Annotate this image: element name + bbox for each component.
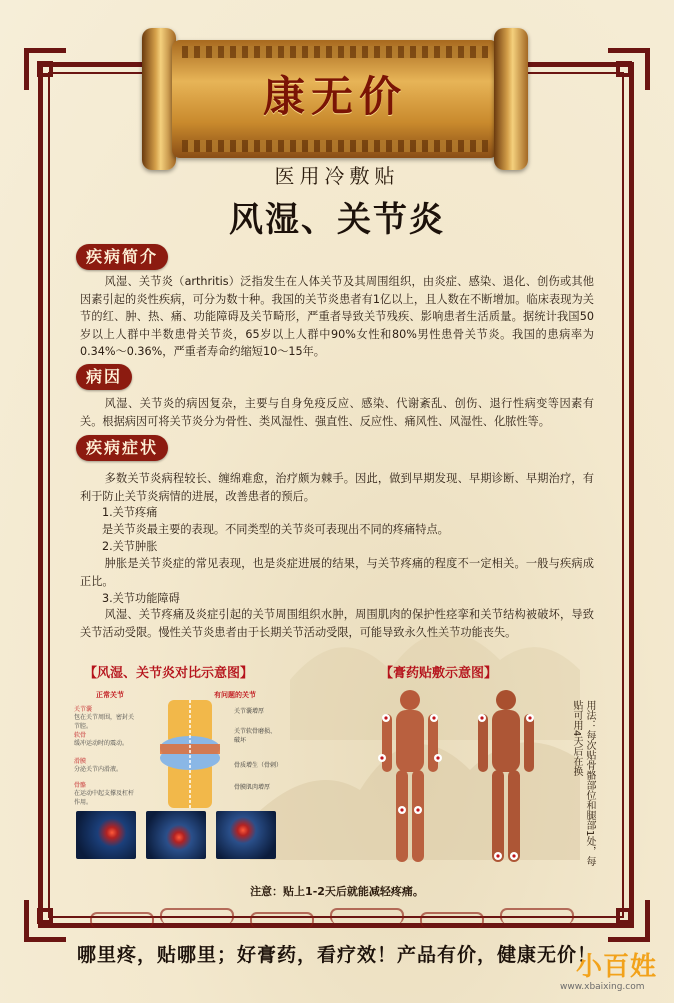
- joint-illustration: [150, 700, 230, 808]
- cloud-ornament: [90, 912, 154, 928]
- scroll-roll-left: [142, 28, 176, 170]
- tag-membrane-thick: 骨膜肌肉增厚: [234, 784, 271, 791]
- intro-paragraph: 风湿、关节炎（arthritis）泛指发生在人体关节及其周围组织，由炎症、感染、退化、创伤或其他因素引起的炎性疾病，可分为数十种。我国的关节炎患者有1亿以上，且人数在不断增加。临床表现为关节的红、肿、热、痛、功能障碍及关节畸形，严重者导致关节残疾、影响患者生活质量。据统计我国50岁以上人群中半数患骨关节炎，65岁以上人群中90%女性和80%男性患骨关节炎。我国的患病率为0.34%～0.36%，严重者寿命约缩短10～15年。: [80, 275, 594, 358]
- body-back-figure: [470, 688, 542, 866]
- product-subtitle: 医用冷敷贴: [274, 164, 400, 188]
- scroll-pattern-bottom: [182, 140, 488, 152]
- symptom-2-text: 肿胀是关节炎症的常见表现，也是炎症进展的结果，与关节疼痛的程度不一定相关。一般与疾病成正比。: [80, 557, 594, 588]
- corner-ornament-top-right: [608, 48, 650, 90]
- symptom-1-text: 是关节炎最主要的表现。不同类型的关节炎可表现出不同的疼痛特点。: [102, 523, 449, 536]
- tag-capsule-thick: 关节囊增厚: [234, 708, 265, 715]
- problem-joint-label: 有问题的关节: [214, 691, 256, 699]
- scroll-roll-right: [494, 28, 528, 170]
- cloud-ornament: [500, 908, 574, 924]
- tag-bone-desc: 在运动中起支撑及杠杆作用。: [74, 790, 135, 806]
- tag-bone: 骨骼: [74, 782, 87, 789]
- title-scroll: [130, 22, 540, 172]
- tag-capsule-desc: 包在关节周围，密封关节腔。: [74, 714, 135, 730]
- xray-thumbnail-knee-pain: [76, 811, 136, 859]
- symptom-3-text: 风湿、关节疼痛及炎症引起的关节周围组织水肿，周围肌肉的保护性痉挛和关节结构被破坏，导致关节活动受限。慢性关节炎患者由于长期关节活动受限，可能导致永久性关节功能丧失。: [80, 608, 594, 639]
- cloud-ornament: [250, 912, 314, 928]
- body-front-figure: [374, 688, 446, 866]
- corner-ornament-bottom-right: [608, 900, 650, 942]
- xray-thumbnail-neck: [216, 811, 276, 859]
- cloud-ornament: [330, 908, 404, 924]
- corner-ornament-top-left: [24, 48, 66, 90]
- symptom-2-title: 2.关节肿胀: [102, 540, 158, 553]
- symptom-3-title: 3.关节功能障碍: [102, 592, 180, 605]
- scroll-pattern-top: [182, 46, 488, 58]
- cloud-ornament: [420, 912, 484, 928]
- section-heading-cause: 病因: [76, 364, 132, 390]
- note-text: 注意：贴上1-2天后就能减轻疼痛。: [250, 885, 424, 898]
- watermark-url: www.xbaixing.com: [560, 982, 645, 992]
- usage-instructions: 用法：每次贴骨骼部位和腿部1处，每贴可用4天后在换: [571, 700, 595, 867]
- section-heading-symptoms: 疾病症状: [76, 435, 168, 461]
- section-heading-intro: 疾病简介: [76, 244, 168, 270]
- brand-title: 康无价: [262, 72, 407, 121]
- symptom-1-title: 1.关节疼痛: [102, 506, 158, 519]
- tag-synovium-desc: 分泌关节内滑液。: [74, 766, 123, 773]
- tag-bone-spur: 骨质增生（骨刺）: [234, 762, 283, 769]
- xray-thumbnail-knee: [146, 811, 206, 859]
- joint-comparison-diagram: [74, 690, 284, 808]
- corner-ornament-bottom-left: [24, 900, 66, 942]
- normal-joint-label: 正常关节: [96, 691, 124, 699]
- cause-paragraph: 风湿、关节炎的病因复杂，主要与自身免疫反应、感染、代谢紊乱、创伤、退行性病变等因素有关。根据病因可将关节炎分为骨性、类风湿性、强直性、反应性、痛风性、风湿性、化脓性等。: [80, 397, 594, 428]
- tag-cartilage-desc: 缓冲运动时的震动。: [74, 740, 129, 747]
- tag-capsule: 关节囊: [74, 706, 93, 713]
- slogan: 哪里疼，贴哪里；好膏药，看疗效！产品有价，健康无价！: [76, 944, 597, 966]
- joint-figure-caption: 【风湿、关节炎对比示意图】: [84, 666, 254, 681]
- tag-cartilage-worn: 关节软骨磨损、破坏: [234, 728, 277, 744]
- tag-cartilage: 软骨: [74, 732, 87, 739]
- page-title: 风湿、关节炎: [229, 200, 445, 240]
- body-figure-caption: 【膏药贴敷示意图】: [380, 666, 498, 681]
- watermark-logo: 小百姓: [576, 952, 658, 982]
- cloud-ornament: [160, 908, 234, 924]
- symptoms-intro-paragraph: 多数关节炎病程较长、缠绵难愈，治疗颇为棘手。因此，做到早期发现、早期诊断、早期治疗，有利于防止关节炎病情的进展，改善患者的预后。: [80, 472, 594, 503]
- tag-synovium: 滑膜: [74, 758, 87, 765]
